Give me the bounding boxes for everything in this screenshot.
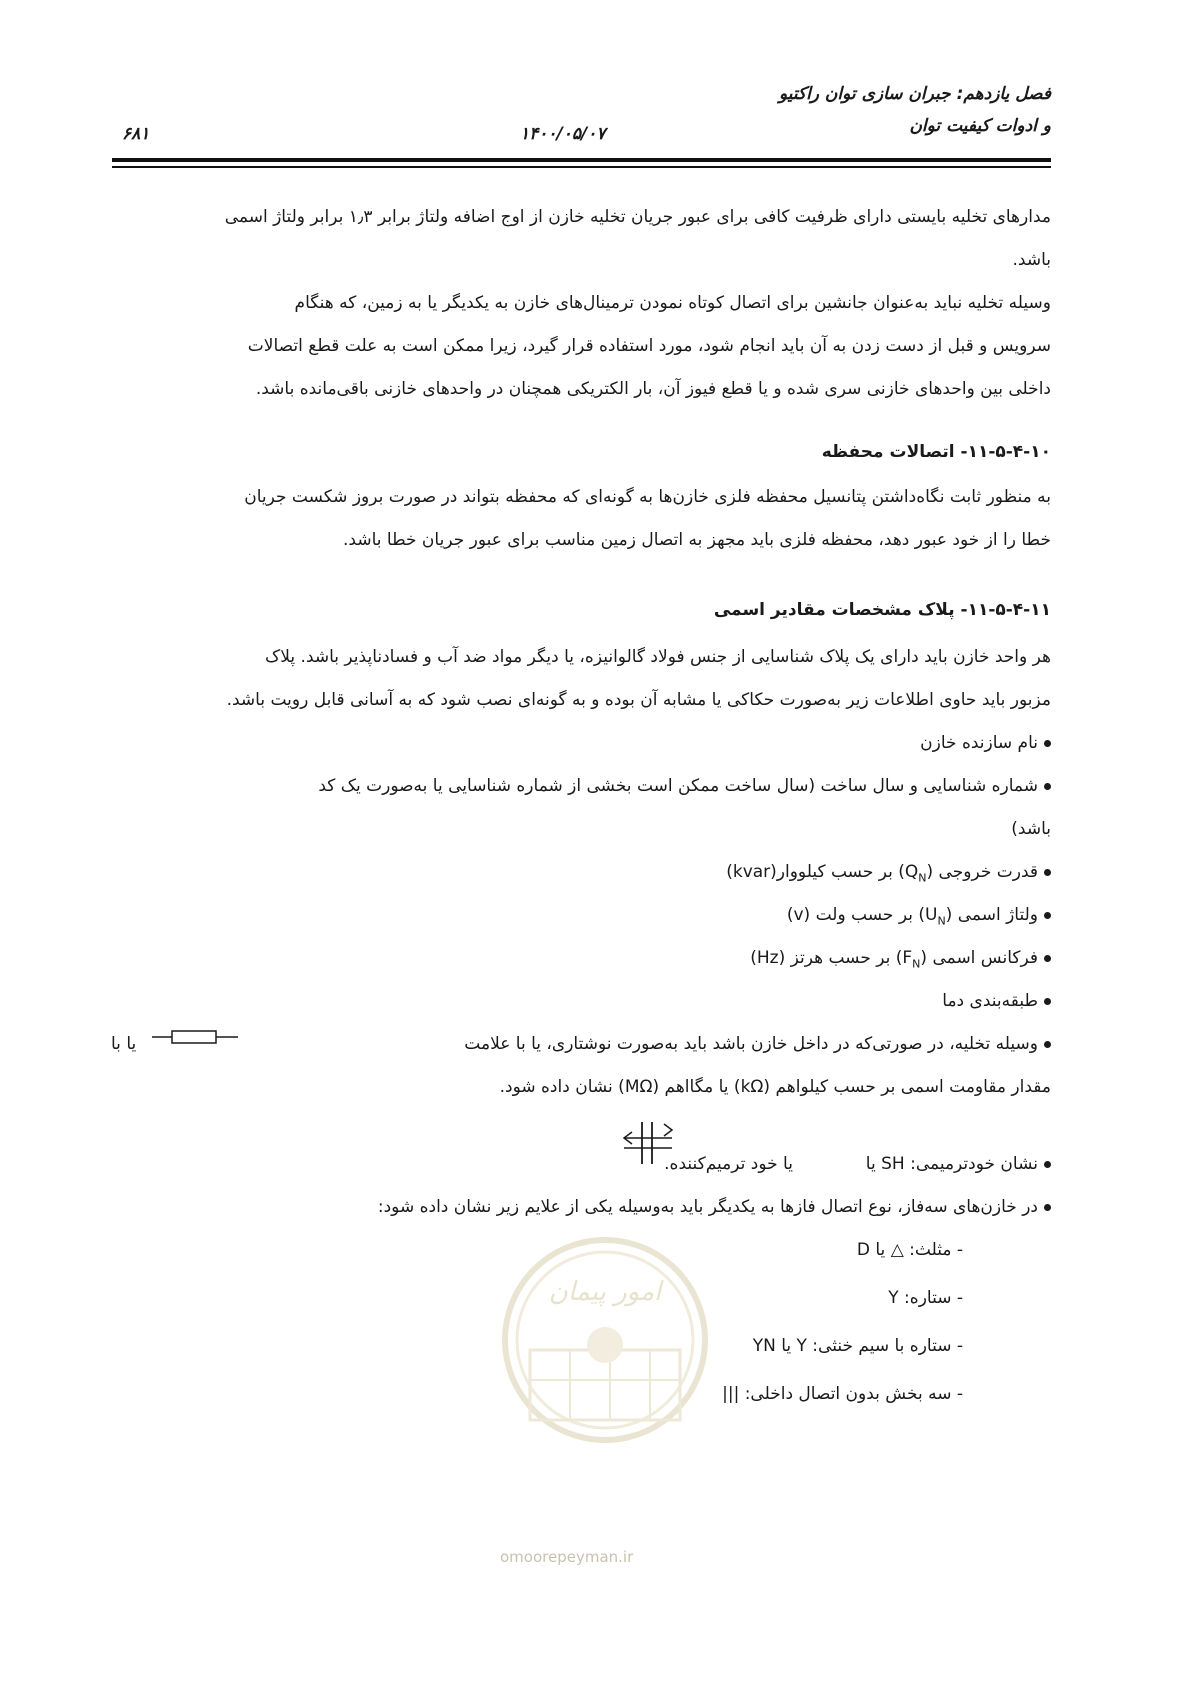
chapter-title <box>779 84 1051 136</box>
list-item-text: طبقه‌بندی دما <box>942 991 1038 1011</box>
connection-type-star-neutral: - ستاره با سیم خنثی: Y یا YN <box>752 1336 963 1356</box>
resistor-icon <box>152 1028 238 1046</box>
list-item-text: قدرت خروجی (Q <box>904 862 1038 882</box>
paragraph-discharge-circuits <box>111 196 1051 282</box>
bullet-icon <box>1044 869 1051 876</box>
watermark-logo-text: امور پیمان <box>548 1277 662 1307</box>
list-item <box>726 851 1051 899</box>
list-item-text: ) بر حسب ولت (v) <box>786 905 925 925</box>
list-item-text: مقدار مقاومت اسمی بر حسب کیلواهم (kΩ) یا مگااهم (MΩ) نشان داده شود. <box>499 1077 1051 1097</box>
connection-type-three-section: - سه بخش بدون اتصال داخلی: ||| <box>722 1384 963 1404</box>
list-item-text: فرکانس اسمی (F <box>902 948 1038 968</box>
list-item-text: یا خود ترمیم‌کننده. <box>664 1154 793 1174</box>
list-item-text: ) بر حسب هرتز (Hz) <box>750 948 903 968</box>
list-item <box>111 1023 1051 1109</box>
bullet-icon <box>1044 998 1051 1005</box>
subscript: N <box>912 957 921 971</box>
list-item-text: نام سازنده خازن <box>920 733 1038 753</box>
header-date: ۱۴۰۰/۰۵/۰۷ <box>520 124 606 144</box>
connection-type-star: - ستاره: Y <box>888 1288 963 1308</box>
watermark-logo-icon <box>490 1230 720 1530</box>
paragraph-nameplate <box>111 636 1051 722</box>
list-item-text: باشد) <box>1011 819 1051 839</box>
chapter-title-line2: و ادوات کیفیت توان <box>909 116 1051 136</box>
paragraph-discharge-device <box>111 282 1051 411</box>
paragraph-enclosure <box>111 476 1051 562</box>
connection-type-delta: - مثلث: △ یا D <box>856 1240 963 1260</box>
list-item <box>920 722 1051 765</box>
paragraph-line: خطا را از خود عبور دهد، محفظه فلزی باید مجهز به اتصال زمین مناسب برای عبور جریان خطا باشد. <box>343 530 1051 550</box>
bullet-icon <box>1044 1041 1051 1048</box>
paragraph-line: مزبور باید حاوی اطلاعات زیر به‌صورت حکاکی یا مشابه آن بوده و به گونه‌ای نصب شود که به آسانی قابل رویت باشد. <box>226 690 1051 710</box>
bullet-icon <box>1044 912 1051 919</box>
paragraph-line: مدارهای تخلیه بایستی دارای ظرفیت کافی برای عبور جریان تخلیه خازن از اوج اضافه ولتاژ برابر ۱٫۳ برابر ولتاژ اسمی <box>224 207 1051 227</box>
bullet-icon <box>1044 1161 1051 1168</box>
paragraph-line: وسیله تخلیه نباید به‌عنوان جانشین برای اتصال کوتاه نمودن ترمینال‌های خازن به یکدیگر یا به زمین، که هنگام <box>294 293 1051 313</box>
bullet-icon <box>1044 783 1051 790</box>
list-item-text: ولتاژ اسمی (U <box>924 905 1038 925</box>
page-number: ۶۸۱ <box>122 124 150 144</box>
header-rule-thin <box>112 166 1051 168</box>
chapter-title-line1: فصل یازدهم: جبران سازی توان راکتیو <box>778 84 1051 104</box>
paragraph-line: به منظور ثابت نگاه‌داشتن پتانسیل محفظه فلزی خازن‌ها به گونه‌ای که محفظه بتواند در صورت بروز شکست جریان <box>244 487 1051 507</box>
bullet-icon <box>1044 955 1051 962</box>
paragraph-line: هر واحد خازن باید دارای یک پلاک شناسایی از جنس فولاد گالوانیزه، یا دیگر مواد ضد آب و فسادناپذیر باشد. پلاک <box>265 647 1051 667</box>
paragraph-line: داخلی بین واحدهای خازنی سری شده و یا قطع فیوز آن، بار الکتریکی همچنان در واحدهای خازنی باقی‌مانده باشد. <box>255 379 1051 399</box>
list-item <box>111 765 1051 851</box>
section-heading-enclosure: ۱۱-۵-۴-۱۰- اتصالات محفظه <box>821 442 1051 462</box>
list-item-text: ) بر حسب کیلووار(kvar) <box>726 862 905 882</box>
subscript: N <box>918 871 927 885</box>
list-item <box>750 937 1051 985</box>
paragraph-line: سرویس و قبل از دست زدن به آن باید انجام شود، مورد استفاده قرار گیرد، زیرا ممکن است به علت قطع اتصالات <box>247 336 1051 356</box>
watermark-site: omoorepeyman.ir <box>500 1548 634 1566</box>
list-item <box>378 1186 1051 1229</box>
list-item-text: شماره شناسایی و سال ساخت (سال ساخت ممکن است بخشی از شماره شناسایی یا به‌صورت یک کد <box>318 776 1038 796</box>
list-item-text: یا با <box>111 1034 137 1054</box>
bullet-icon <box>1044 1204 1051 1211</box>
list-item <box>664 1143 1051 1186</box>
paragraph-line: باشد. <box>1012 250 1051 270</box>
header-rule-thick <box>112 158 1051 162</box>
subscript: N <box>937 914 946 928</box>
list-item <box>787 894 1051 942</box>
bullet-icon <box>1044 740 1051 747</box>
list-item-text: در خازن‌های سه‌فاز، نوع اتصال فازها به یکدیگر باید به‌وسیله یکی از علایم زیر نشان داده شود: <box>377 1197 1038 1217</box>
self-healing-capacitor-icon <box>620 1118 676 1168</box>
list-item <box>942 980 1051 1023</box>
list-item-text: نشان خودترمیمی: SH یا <box>865 1154 1038 1174</box>
section-heading-nameplate: ۱۱-۵-۴-۱۱- پلاک مشخصات مقادیر اسمی <box>713 600 1051 620</box>
list-item-text: وسیله تخلیه، در صورتی‌که در داخل خازن باشد باید به‌صورت نوشتاری، یا با علامت <box>464 1034 1038 1054</box>
